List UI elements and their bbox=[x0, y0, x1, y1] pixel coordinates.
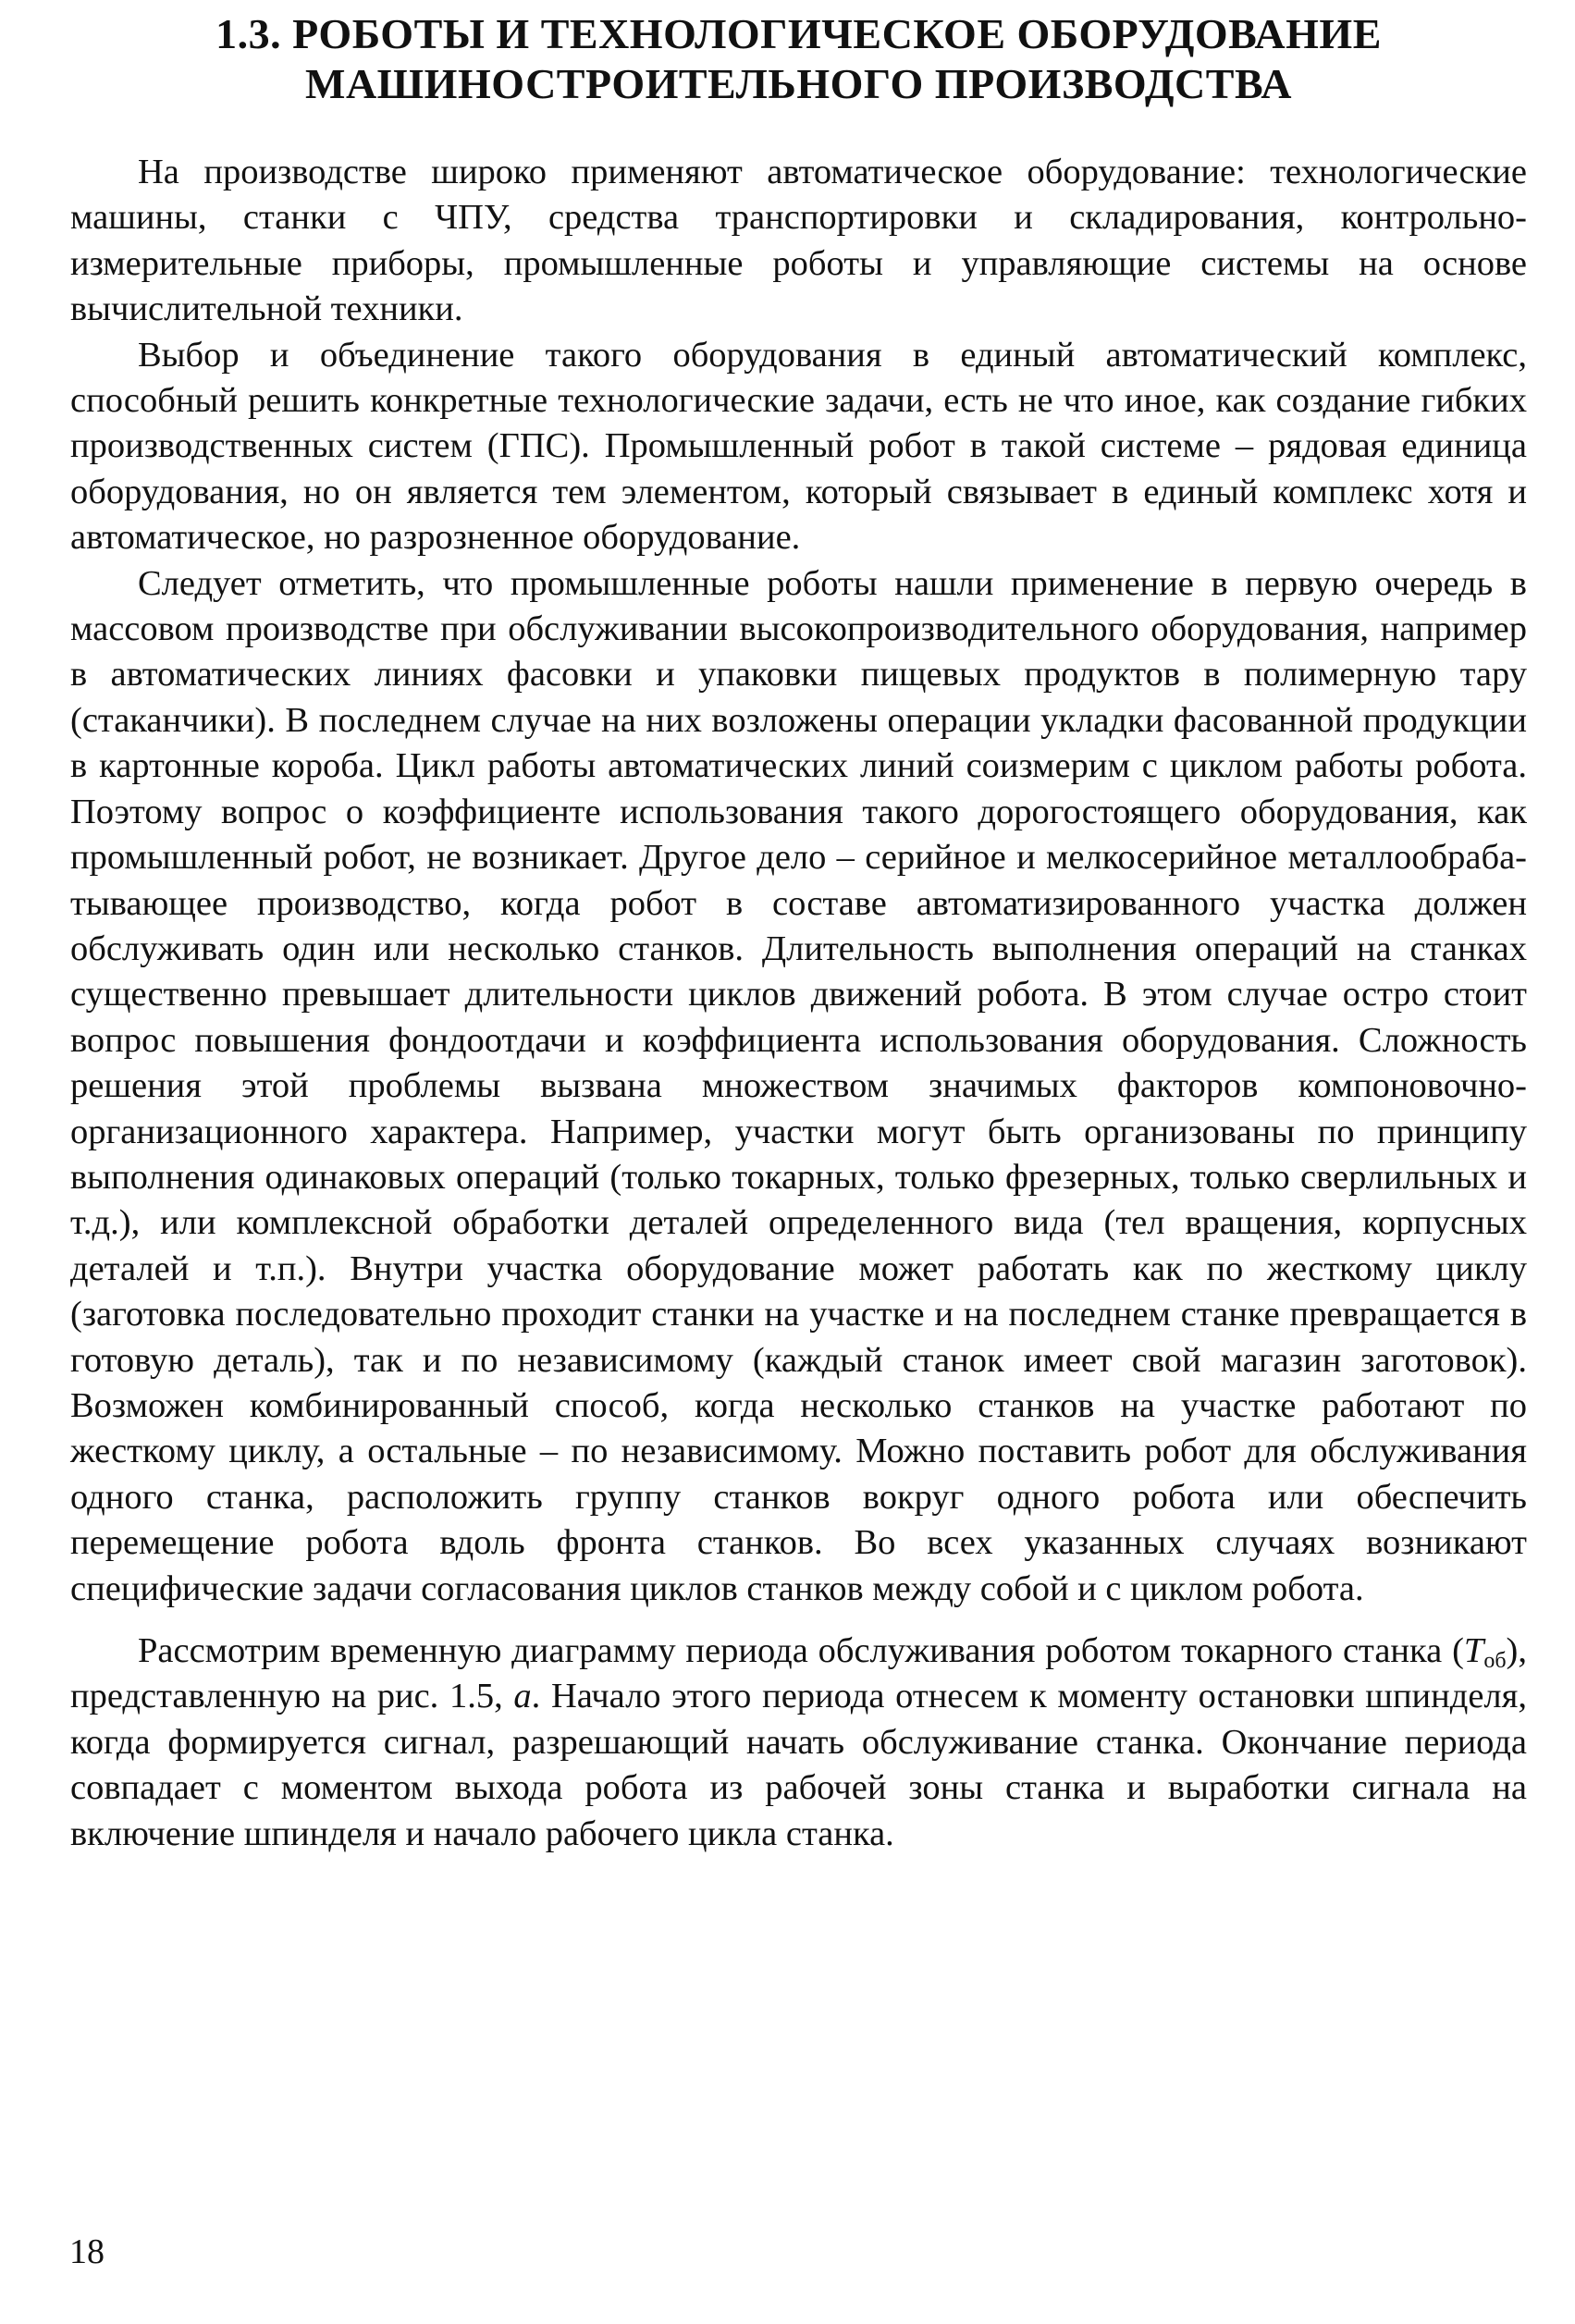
paragraph-4-rest: . Начало этого периода отнесем к моменту остановки шпинделя, когда формируется сигнал, разрешающий начать обслуживание станка. Окончание периода совпадает с моментом выхода робота из рабочей зоны станка и выработки сигнала на включение шпинделя и начало рабочего цикла станка. bbox=[70, 1677, 1527, 1853]
paragraph-3: Следует отметить, что промышленные роботы нашли применение в первую очередь в массовом производстве при обслуживании высокопроизводительного оборудования, например в автоматических линиях фасовки и упаковки пищевых продуктов в полимерную тару (стаканчики). В последнем случае на них возложены операции укладки фасованной продукции в картонные короба. Цикл работы автоматических линий соизмерим с циклом работы робота. Поэтому вопрос о коэффициенте использования такого дорогостоящего оборудования, как промышленный робот, не возникает. Другое дело – серийное и мелкосерийное металлообрабатывающее производство, когда робот в составе автоматизированного участка должен обслуживать один или несколько станков. Длительность выполнения операций на станках существенно превышает длительности циклов движений робота. В этом случае остро стоит вопрос повышения фондоотдачи и коэффициента использования оборудования. Сложность решения этой проблемы вызвана множеством значимых факторов компоновочно-организационного характера. Например, участки могут быть организованы по принципу выполнения одинаковых операций (только токарных, только фрезерных, только сверлильных и т.д.), или комплексной обработки деталей определенного вида (тел вращения, корпусных деталей и т.п.). Внутри участка оборудование может работать как по жесткому циклу (заготовка последовательно проходит станки на участке и на последнем станке превращается в готовую деталь), так и по независимому (каждый станок имеет свой магазин заготовок). Возможен комбинированный способ, когда несколько станков на участке работают по жесткому циклу, а остальные – по независимому. Можно поставить робот для обслуживания одного станка, расположить группу станков вокруг одного робота или обеспечить перемещение робота вдоль фронта станков. Во всех указанных случаях возникают специфические задачи согласования циклов станков между собой и с циклом робота. bbox=[70, 563, 1527, 1608]
section-title bbox=[70, 9, 1527, 109]
figure-letter: а bbox=[513, 1677, 532, 1716]
service-period-subscript: об bbox=[1483, 1649, 1507, 1673]
body-text bbox=[70, 150, 1527, 1857]
paragraph-4-figure-ref: ), представленную на рис. 1.5, bbox=[70, 1631, 1527, 1716]
service-period-symbol: T bbox=[1463, 1631, 1484, 1670]
section-title-line-1: 1.3. РОБОТЫ И ТЕХНОЛОГИЧЕСКОЕ ОБОРУДОВАНИЕ bbox=[215, 10, 1382, 57]
page-number: 18 bbox=[69, 2232, 105, 2271]
paragraph-4 bbox=[70, 1629, 1527, 1857]
paragraph-4-intro: Рассмотрим временную диаграмму периода обслуживания роботом токарного станка ( bbox=[138, 1631, 1464, 1670]
paragraph-2: Выбор и объединение такого оборудования в единый автоматический комплекс, способный решить конкретные технологические задачи, есть не что иное, как создание гибких производственных систем (ГПС). Промышленный робот в такой системе – рядовая единица оборудования, но он является тем элементом, который связывает в единый комплекс хотя и автоматическое, но разрозненное оборудование. bbox=[70, 335, 1527, 558]
section-title-line-2: МАШИНОСТРОИТЕЛЬНОГО ПРОИЗВОДСТВА bbox=[305, 60, 1292, 107]
paragraph-1: На производстве широко применяют автоматическое оборудование: технологические машины, станки с ЧПУ, средства транспортировки и складирования, контрольно-измерительные приборы, промышленные роботы и управляющие системы на основе вычислительной техники. bbox=[70, 153, 1527, 329]
document-page bbox=[70, 9, 1527, 1857]
